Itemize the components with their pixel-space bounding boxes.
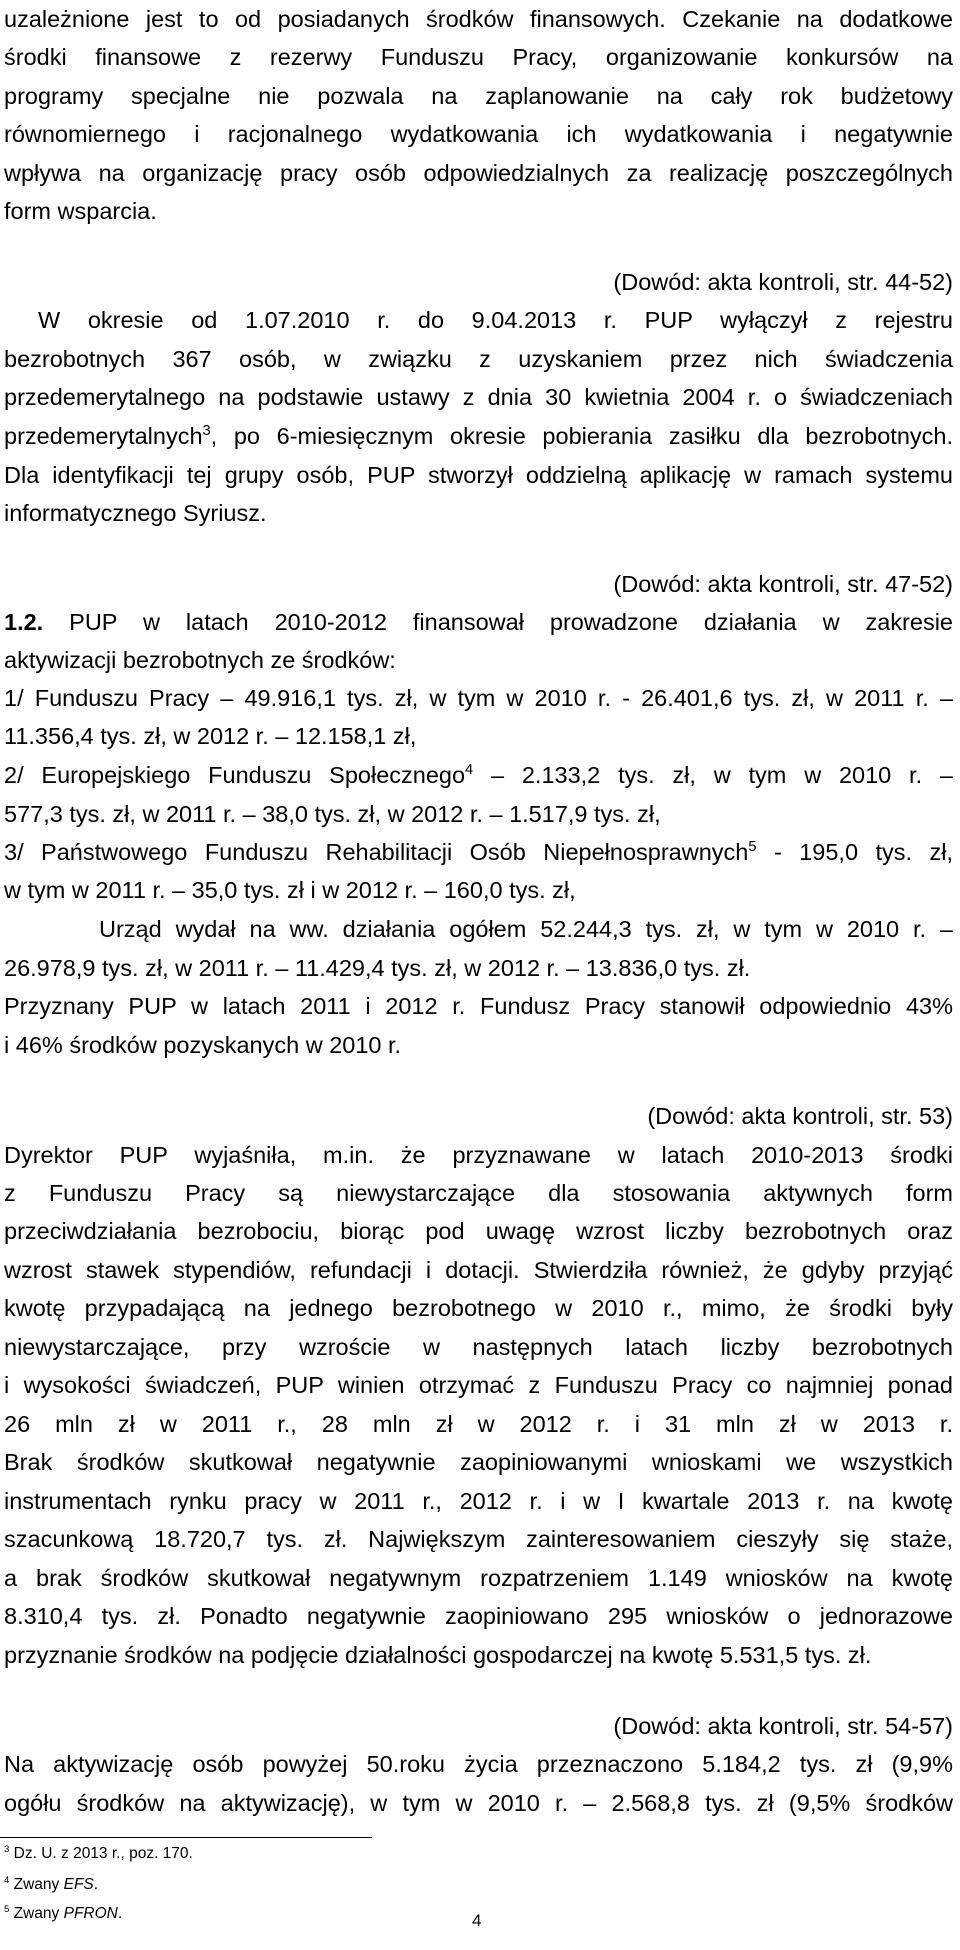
text-line [4, 683, 953, 713]
text-line [4, 382, 953, 412]
text-line [4, 645, 953, 675]
line-text: a brak środków skutkował negatywnym rozpatrzeniem 1.149 wniosków na kwotę [4, 1565, 953, 1591]
text-line [4, 1447, 953, 1477]
line-text: 3/ Państwowego Funduszu Rehabilitacji Osób Niepełnosprawnych$^5$ - 195,0 tys. zł, [4, 839, 954, 865]
line-text: uzależnione jest to od posiadanych środków finansowych. Czekanie na dodatkowe [4, 6, 953, 32]
section-number: 1.2. [4, 609, 44, 635]
line-text: wzrost stawek stypendiów, refundacji i dotacji. Stwierdziła również, że gdyby przyjąć [4, 1257, 953, 1283]
line-text: 1/ Funduszu Pracy – 49.916,1 tys. zł, w tym w 2010 r. - 26.401,6 tys. zł, w 2011 r. – [4, 685, 953, 711]
text-line [38, 305, 953, 335]
footnote-number: 4 [4, 1874, 10, 1886]
line-text: środki finansowe z rezerwy Funduszu Pracy, organizowanie konkursów na [4, 44, 953, 70]
footnote: $^4$ Zwany EFS. [4, 1874, 99, 1893]
line-text: (Dowód: akta kontroli, str. 54-57) [613, 1713, 953, 1739]
text-line [4, 81, 953, 111]
footnote-number: 5 [4, 1903, 10, 1915]
text-line [4, 837, 953, 867]
text-line [4, 953, 953, 983]
text-line [4, 1332, 953, 1362]
text-line [4, 1101, 953, 1131]
footnote-separator [0, 1837, 372, 1838]
footnote-ref[interactable]: 5 [748, 839, 757, 856]
text-line [4, 344, 953, 374]
line-text: informatycznego Syriusz. [4, 500, 267, 526]
line-text: form wsparcia. [4, 198, 157, 224]
text-line [4, 196, 953, 226]
line-text: w tym w 2011 r. – 35,0 tys. zł i w 2012 r. – 160,0 tys. zł, [4, 877, 576, 903]
text-line [4, 1216, 953, 1246]
footnote: $^3$ Dz. U. z 2013 r., poz. 170. [4, 1843, 193, 1862]
text-line [4, 267, 953, 297]
line-text: kwotę przypadającą na jednego bezrobotnego w 2010 r., mimo, że środki były [4, 1295, 953, 1321]
text-line [4, 421, 953, 451]
text-line [4, 991, 953, 1021]
footnote-ref[interactable]: 4 [465, 762, 474, 779]
text-line [4, 460, 953, 490]
line-text: z Funduszu Pracy są niewystarczające dla stosowania aktywnych form [4, 1180, 953, 1206]
text-line [4, 721, 953, 751]
text-line [4, 569, 953, 599]
line-text: 577,3 tys. zł, w 2011 r. – 38,0 tys. zł, w 2012 r. – 1.517,9 tys. zł, [4, 801, 661, 827]
line-text: 26.978,9 tys. zł, w 2011 r. – 11.429,4 tys. zł, w 2012 r. – 13.836,0 tys. zł. [4, 955, 751, 981]
line-text: 26 mln zł w 2011 r., 28 mln zł w 2012 r. i 31 mln zł w 2013 r. [4, 1411, 953, 1437]
text-line [4, 1030, 953, 1060]
text-line [4, 1749, 953, 1779]
line-text: 2/ Europejskiego Funduszu Społecznego$^4$ – 2.133,2 tys. zł, w tym w 2010 r. – [4, 762, 953, 788]
line-text: Dyrektor PUP wyjaśniła, m.in. że przyznawane w latach 2010-2013 środki [4, 1142, 953, 1168]
text-line [4, 607, 953, 637]
text-line [4, 1370, 953, 1400]
footnote: $^5$ Zwany PFRON. [4, 1903, 123, 1922]
line-text: W okresie od 1.07.2010 r. do 9.04.2013 r. PUP wyłączył z rejestru [38, 307, 953, 333]
line-text: ogółu środków na aktywizację), w tym w 2010 r. – 2.568,8 tys. zł (9,5% środków [4, 1790, 953, 1816]
text-line [4, 4, 953, 34]
text-line [4, 1711, 953, 1741]
line-text: i 46% środków pozyskanych w 2010 r. [4, 1032, 402, 1058]
text-line [4, 1293, 953, 1323]
footnote-number: 3 [4, 1843, 10, 1855]
footnote-ref[interactable]: 3 [202, 423, 211, 440]
text-line [4, 1140, 953, 1170]
line-text: Brak środków skutkował negatywnie zaopiniowanymi wnioskami we wszystkich [4, 1449, 953, 1475]
text-line [4, 158, 953, 188]
text-line [4, 1640, 953, 1670]
line-text: szacunkową 18.720,7 tys. zł. Największym zainteresowaniem cieszyły się staże, [4, 1526, 953, 1552]
line-text: Na aktywizację osób powyżej 50.roku życia przeznaczono 5.184,2 tys. zł (9,9% [4, 1751, 953, 1777]
line-text: i wysokości świadczeń, PUP winien otrzymać z Funduszu Pracy co najmniej ponad [4, 1372, 953, 1398]
line-text: wpływa na organizację pracy osób odpowiedzialnych za realizację poszczególnych [4, 160, 953, 186]
line-text: niewystarczające, przy wzroście w następnych latach liczby bezrobotnych [4, 1334, 953, 1360]
page-number: 4 [472, 1911, 482, 1930]
line-text: programy specjalne nie pozwala na zaplanowanie na cały rok budżetowy [4, 83, 953, 109]
text-line [4, 1601, 953, 1631]
text-line [4, 799, 953, 829]
text-line [4, 760, 953, 790]
text-line [4, 1409, 953, 1439]
line-text: aktywizacji bezrobotnych ze środków: [4, 647, 396, 673]
line-text: instrumentach rynku pracy w 2011 r., 2012 r. i w I kwartale 2013 r. na kwotę [4, 1488, 953, 1514]
text-line [4, 119, 953, 149]
line-text: bezrobotnych 367 osób, w związku z uzyskaniem przez nich świadczenia [4, 346, 953, 372]
line-text: przeciwdziałania bezrobociu, biorąc pod uwagę wzrost liczby bezrobotnych oraz [4, 1218, 953, 1244]
line-text: przedemerytalnych$^3$, po 6-miesięcznym okresie pobierania zasiłku dla bezrobotnych. [4, 423, 953, 449]
text-line [4, 1524, 953, 1554]
line-text: 11.356,4 tys. zł, w 2012 r. – 12.158,1 zł, [4, 723, 417, 749]
line-text: (Dowód: akta kontroli, str. 44-52) [613, 269, 953, 295]
text-line [99, 914, 953, 944]
text-line [4, 1255, 953, 1285]
text-line [4, 42, 953, 72]
text-line [4, 1486, 953, 1516]
line-text: 1.2. PUP w latach 2010-2012 finansował prowadzone działania w zakresie [4, 609, 953, 635]
text-line [4, 1788, 953, 1818]
text-line [4, 1178, 953, 1208]
line-text: Urząd wydał na ww. działania ogółem 52.244,3 tys. zł, w tym w 2010 r. – [99, 916, 953, 942]
line-text: równomiernego i racjonalnego wydatkowania ich wydatkowania i negatywnie [4, 121, 953, 147]
line-text: (Dowód: akta kontroli, str. 53) [647, 1103, 953, 1129]
line-text: przyznanie środków na podjęcie działalności gospodarczej na kwotę 5.531,5 tys. zł. [4, 1642, 872, 1668]
text-line [4, 498, 953, 528]
line-text: Przyznany PUP w latach 2011 i 2012 r. Fundusz Pracy stanowił odpowiednio 43% [4, 993, 953, 1019]
line-text: 8.310,4 tys. zł. Ponadto negatywnie zaopiniowano 295 wniosków o jednorazowe [4, 1603, 953, 1629]
text-line [4, 875, 953, 905]
line-text: (Dowód: akta kontroli, str. 47-52) [613, 571, 953, 597]
text-line [4, 1563, 953, 1593]
line-text: przedemerytalnego na podstawie ustawy z dnia 30 kwietnia 2004 r. o świadczeniach [4, 384, 953, 410]
line-text: Dla identyfikacji tej grupy osób, PUP stworzył oddzielną aplikację w ramach systemu [4, 462, 953, 488]
